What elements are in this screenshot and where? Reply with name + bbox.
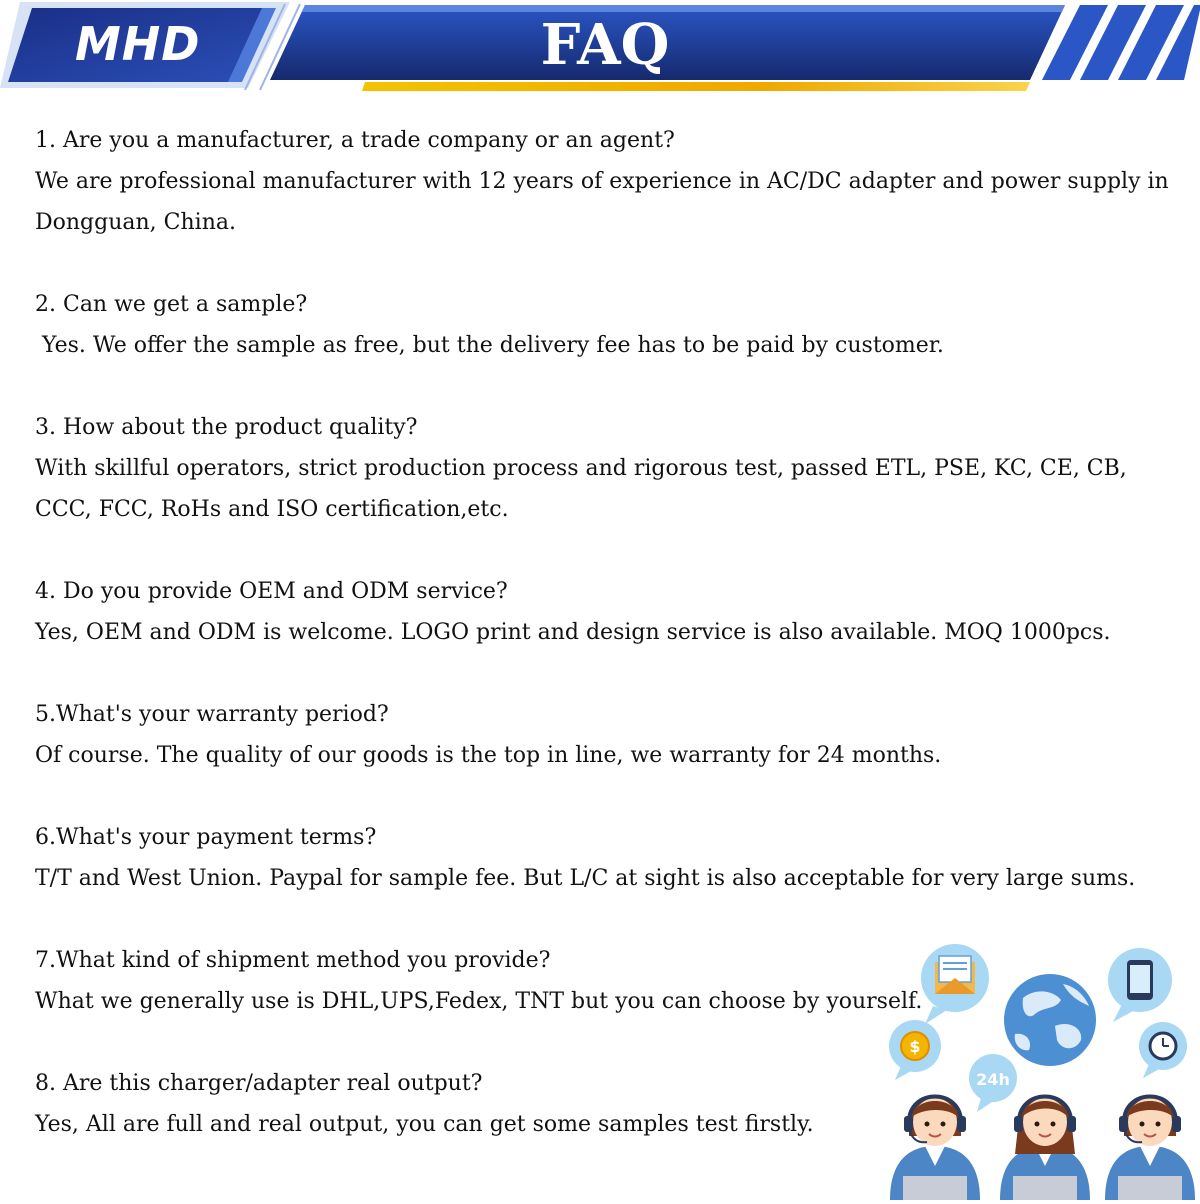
faq-question: 2. Can we get a sample? [35, 292, 308, 317]
clock-icon [1139, 1022, 1187, 1078]
faq-item [35, 120, 1185, 243]
faq-answer: Yes, OEM and ODM is welcome. LOGO print and design service is also available. MOQ 1000pcs. [35, 620, 1111, 645]
faq-answer: T/T and West Union. Paypal for sample fee. But L/C at sight is also acceptable for very large sums. [35, 866, 1136, 891]
svg-text:$: $ [909, 1037, 921, 1056]
faq-item [35, 817, 1185, 899]
header-banner [0, 0, 1200, 95]
faq-answer: Of course. The quality of our goods is the top in line, we warranty for 24 months. [35, 743, 942, 768]
brand-logo: MHD [75, 17, 201, 71]
faq-item [35, 284, 1185, 366]
coin-icon [889, 1020, 941, 1080]
agent-avatar [1000, 1097, 1090, 1201]
faq-question: 8. Are this charger/adapter real output? [35, 1071, 483, 1096]
faq-question: 5.What's your warranty period? [35, 702, 389, 727]
phone-icon [1108, 948, 1172, 1022]
24h-badge-label: 24h [976, 1070, 1010, 1089]
faq-question: 7.What kind of shipment method you provide? [35, 948, 551, 973]
globe-icon [1004, 974, 1096, 1066]
email-icon [921, 944, 989, 1024]
customer-service-illustration [885, 940, 1200, 1200]
agent-avatar [1105, 1097, 1195, 1201]
faq-answer: We are professional manufacturer with 12 years of experience in AC/DC adapter and power supply in Dongguan, China. [35, 169, 1176, 235]
faq-answer: What we generally use is DHL,UPS,Fedex, TNT but you can choose by yourself. [35, 989, 923, 1014]
faq-answer: With skillful operators, strict production process and rigorous test, passed ETL, PSE, KC, CE, CB, CCC, FCC, RoHs and ISO certification,etc. [35, 456, 1134, 522]
faq-item [35, 407, 1185, 530]
faq-question: 6.What's your payment terms? [35, 825, 377, 850]
faq-question: 4. Do you provide OEM and ODM service? [35, 579, 508, 604]
faq-question: 1. Are you a manufacturer, a trade company or an agent? [35, 128, 675, 153]
faq-question: 3. How about the product quality? [35, 415, 418, 440]
faq-item [35, 571, 1185, 653]
agent-avatar [890, 1097, 980, 1201]
faq-item [35, 694, 1185, 776]
faq-answer: Yes. We offer the sample as free, but the delivery fee has to be paid by customer. [35, 333, 944, 358]
illustration-graphic [885, 940, 1200, 1200]
faq-answer: Yes, All are full and real output, you can get some samples test firstly. [35, 1112, 814, 1137]
page-title: FAQ [540, 12, 670, 78]
